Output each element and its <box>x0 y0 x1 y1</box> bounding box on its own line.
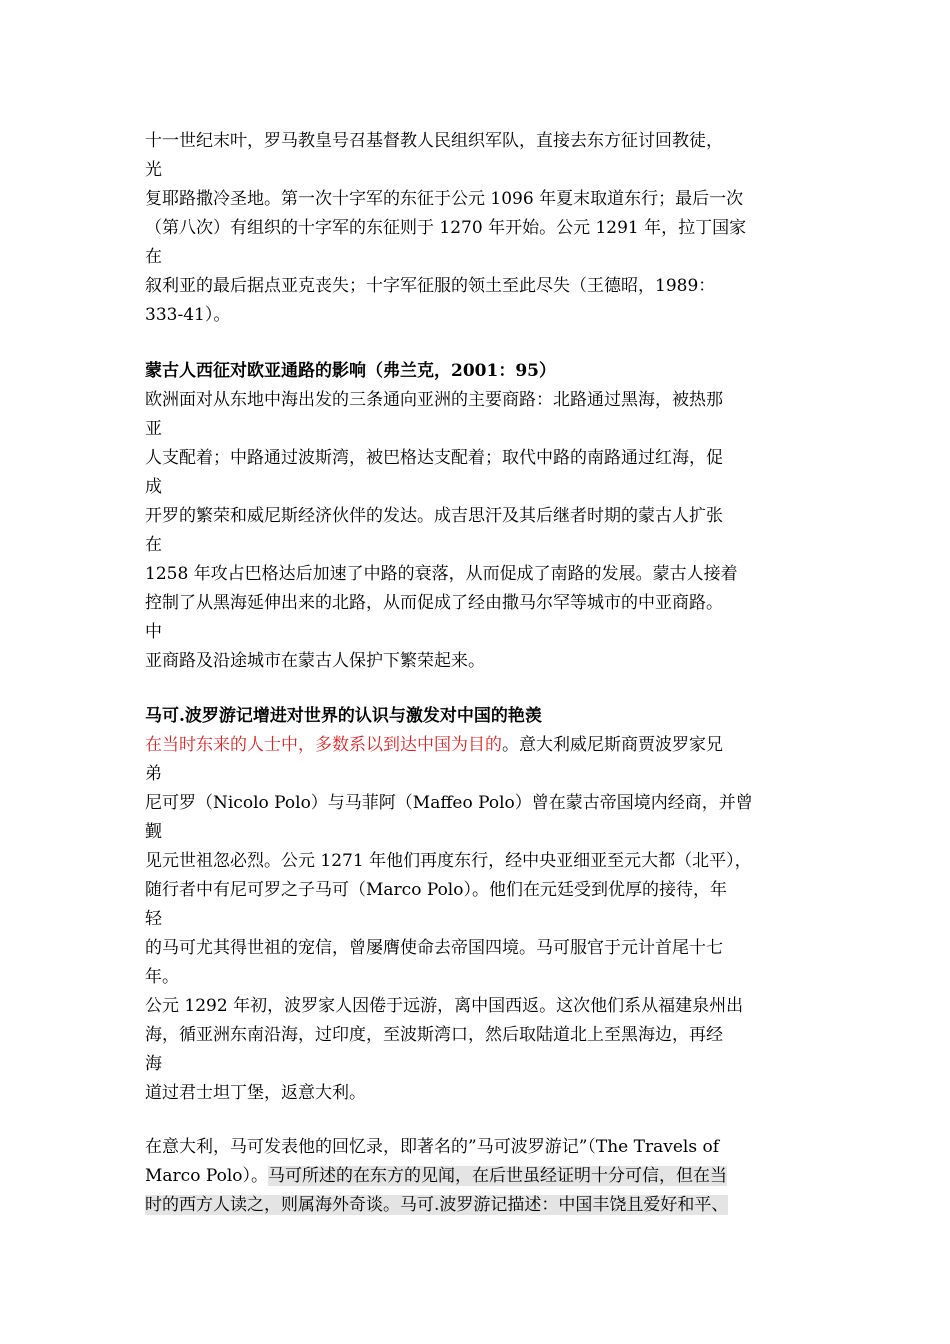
text-line: 中 <box>145 622 162 642</box>
text-line: 年。 <box>145 967 179 987</box>
text-line: 弟 <box>145 764 162 784</box>
text-line: 尼可罗（Nicolo Polo）与马菲阿（Maffeo Polo）曾在蒙古帝国境内经商，并曾 <box>145 793 753 813</box>
paragraph-travels <box>145 1133 815 1220</box>
text-line: 光 <box>145 160 162 180</box>
section-heading: 蒙古人西征对欧亚通路的影响（弗兰克，2001：95） <box>145 361 556 381</box>
text-line: 公元 1292 年初，波罗家人因倦于远游，离中国西返。这次他们系从福建泉州出 <box>145 996 744 1016</box>
text-line: 十一世纪末叶，罗马教皇号召基督教人民组织军队，直接去东方征讨回教徒， <box>145 131 723 151</box>
text-line: 复耶路撒冷圣地。第一次十字军的东征于公元 1096 年夏末取道东行；最后一次 <box>145 189 744 209</box>
text-line: 1258 年攻占巴格达后加速了中路的衰落，从而促成了南路的发展。蒙古人接着 <box>145 564 738 584</box>
text-line: 叙利亚的最后据点亚克丧失；十字军征服的领土至此尽失（王德昭，1989： <box>145 276 716 296</box>
highlighted-text: 时的西方人读之，则属海外奇谈。马可.波罗游记描述：中国丰饶且爱好和平、 <box>145 1195 729 1215</box>
text-line: 海，循亚洲东南沿海，过印度，至波斯湾口，然后取陆道北上至黑海边，再经 <box>145 1025 723 1045</box>
section-mongol-routes <box>145 357 815 676</box>
text-line: 333-41）。 <box>145 305 231 325</box>
highlighted-text: 马可所述的在东方的见闻，在后世虽经证明十分可信，但在当 <box>267 1166 727 1186</box>
text-line: 觐 <box>145 822 162 842</box>
text-line: 在意大利，马可发表他的回忆录，即著名的”马可波罗游记”（The Travels of <box>145 1137 719 1157</box>
section-heading: 马可.波罗游记增进对世界的认识与激发对中国的艳羡 <box>145 706 542 726</box>
text-line: 亚商路及沿途城市在蒙古人保护下繁荣起来。 <box>145 651 485 671</box>
text-line <box>145 1191 815 1220</box>
red-highlight-text: 在当时东来的人士中，多数系以到达中国为目的 <box>145 735 502 755</box>
text-line: 控制了从黑海延伸出来的北路，从而促成了经由撒马尔罕等城市的中亚商路。 <box>145 593 723 613</box>
text-line: 随行者中有尼可罗之子马可（Marco Polo）。他们在元廷受到优厚的接待，年 <box>145 880 727 900</box>
paragraph-crusades <box>145 127 815 330</box>
text-line: 欧洲面对从东地中海出发的三条通向亚洲的主要商路：北路通过黑海，被热那 <box>145 390 723 410</box>
text-line <box>145 1162 815 1191</box>
text-line <box>145 731 815 760</box>
text-line: 的马可尤其得世祖的宠信，曾屡膺使命去帝国四境。马可服官于元计首尾十七 <box>145 938 723 958</box>
text-line: 开罗的繁荣和威尼斯经济伙伴的发达。成吉思汗及其后继者时期的蒙古人扩张 <box>145 506 723 526</box>
text-run: 。意大利威尼斯商贾波罗家兄 <box>502 735 723 755</box>
text-line: 道过君士坦丁堡，返意大利。 <box>145 1083 366 1103</box>
section-marco-polo <box>145 702 815 1108</box>
text-line: 在 <box>145 247 162 267</box>
text-line: 人支配着；中路通过波斯湾，被巴格达支配着；取代中路的南路通过红海，促 <box>145 448 723 468</box>
text-line: 海 <box>145 1054 162 1074</box>
text-line: 轻 <box>145 909 162 929</box>
text-run: Marco Polo）。 <box>145 1166 268 1186</box>
text-line: 亚 <box>145 419 162 439</box>
text-line: 成 <box>145 477 162 497</box>
text-line: 见元世祖忽必烈。公元 1271 年他们再度东行，经中央亚细亚至元大都（北平）， <box>145 851 752 871</box>
text-line: （第八次）有组织的十字军的东征则于 1270 年开始。公元 1291 年，拉丁国家 <box>145 218 747 238</box>
text-line: 在 <box>145 535 162 555</box>
